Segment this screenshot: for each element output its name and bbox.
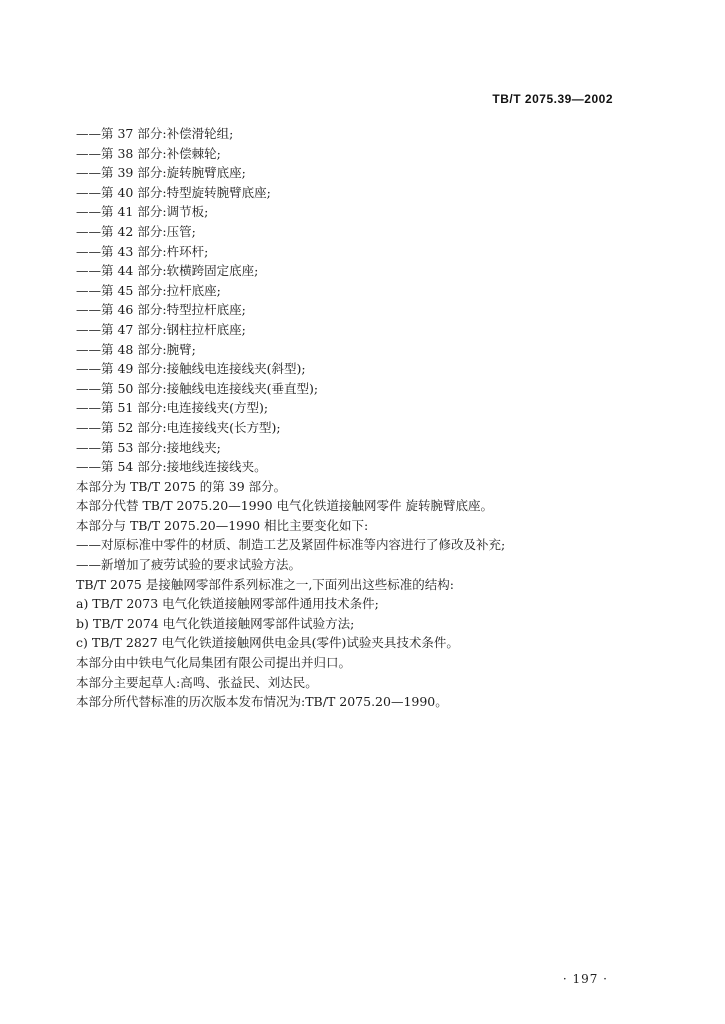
list-item: ——第 37 部分:补偿滑轮组; bbox=[76, 126, 234, 141]
list-item: ——第 46 部分:特型拉杆底座; bbox=[76, 302, 246, 318]
paragraph: b) TB/T 2074 电气化铁道接触网零部件试验方法; bbox=[76, 615, 355, 631]
list-item: ——第 43 部分:杵环杆; bbox=[76, 243, 209, 259]
list-item: ——第 53 部分:接地线夹; bbox=[76, 439, 221, 455]
paragraph: 本部分所代替标准的历次版本发布情况为:TB/T 2075.20—1990。 bbox=[76, 694, 448, 710]
list-item: ——第 48 部分:腕臂; bbox=[76, 341, 196, 357]
paragraph: 本部分主要起草人:高鸣、张益民、刘达民。 bbox=[76, 674, 318, 690]
list-item: ——第 44 部分:软横跨固定底座; bbox=[76, 263, 259, 279]
paragraph: TB/T 2075 是接触网零部件系列标准之一,下面列出这些标准的结构: bbox=[76, 576, 455, 592]
paragraph: 本部分与 TB/T 2075.20—1990 相比主要变化如下: bbox=[76, 517, 369, 533]
standard-code-header: TB/T 2075.39—2002 bbox=[492, 92, 613, 106]
list-item: ——第 54 部分:接地线连接线夹。 bbox=[76, 459, 267, 475]
list-item: ——第 39 部分:旋转腕臂底座; bbox=[76, 165, 246, 181]
paragraph: ——对原标准中零件的材质、制造工艺及紧固件标准等内容进行了修改及补充; bbox=[76, 537, 506, 553]
paragraph: 本部分为 TB/T 2075 的第 39 部分。 bbox=[76, 478, 287, 494]
list-item: ——第 45 部分:拉杆底座; bbox=[76, 282, 221, 298]
list-item: ——第 41 部分:调节板; bbox=[76, 204, 209, 220]
list-item: ——第 47 部分:钢柱拉杆底座; bbox=[76, 321, 246, 337]
list-item: ——第 38 部分:补偿棘轮; bbox=[76, 145, 221, 161]
page-number: · 197 · bbox=[562, 972, 608, 986]
list-item: ——第 40 部分:特型旋转腕臂底座; bbox=[76, 184, 271, 200]
paragraph: 本部分由中铁电气化局集团有限公司提出并归口。 bbox=[76, 655, 352, 671]
parts-list bbox=[76, 124, 636, 477]
document-body bbox=[76, 124, 636, 712]
list-item: ——第 42 部分:压管; bbox=[76, 223, 196, 239]
paragraph: ——新增加了疲劳试验的要求试验方法。 bbox=[76, 557, 302, 573]
list-item: ——第 49 部分:接触线电连接线夹(斜型); bbox=[76, 361, 306, 377]
foreword-paragraphs bbox=[76, 477, 636, 712]
paragraph: c) TB/T 2827 电气化铁道接触网供电金具(零件)试验夹具技术条件。 bbox=[76, 635, 459, 651]
list-item: ——第 50 部分:接触线电连接线夹(垂直型); bbox=[76, 380, 319, 396]
paragraph: 本部分代替 TB/T 2075.20—1990 电气化铁道接触网零件 旋转腕臂底座。 bbox=[76, 498, 493, 514]
paragraph: a) TB/T 2073 电气化铁道接触网零部件通用技术条件; bbox=[76, 596, 379, 612]
list-item: ——第 52 部分:电连接线夹(长方型); bbox=[76, 419, 281, 435]
list-item: ——第 51 部分:电连接线夹(方型); bbox=[76, 400, 269, 416]
